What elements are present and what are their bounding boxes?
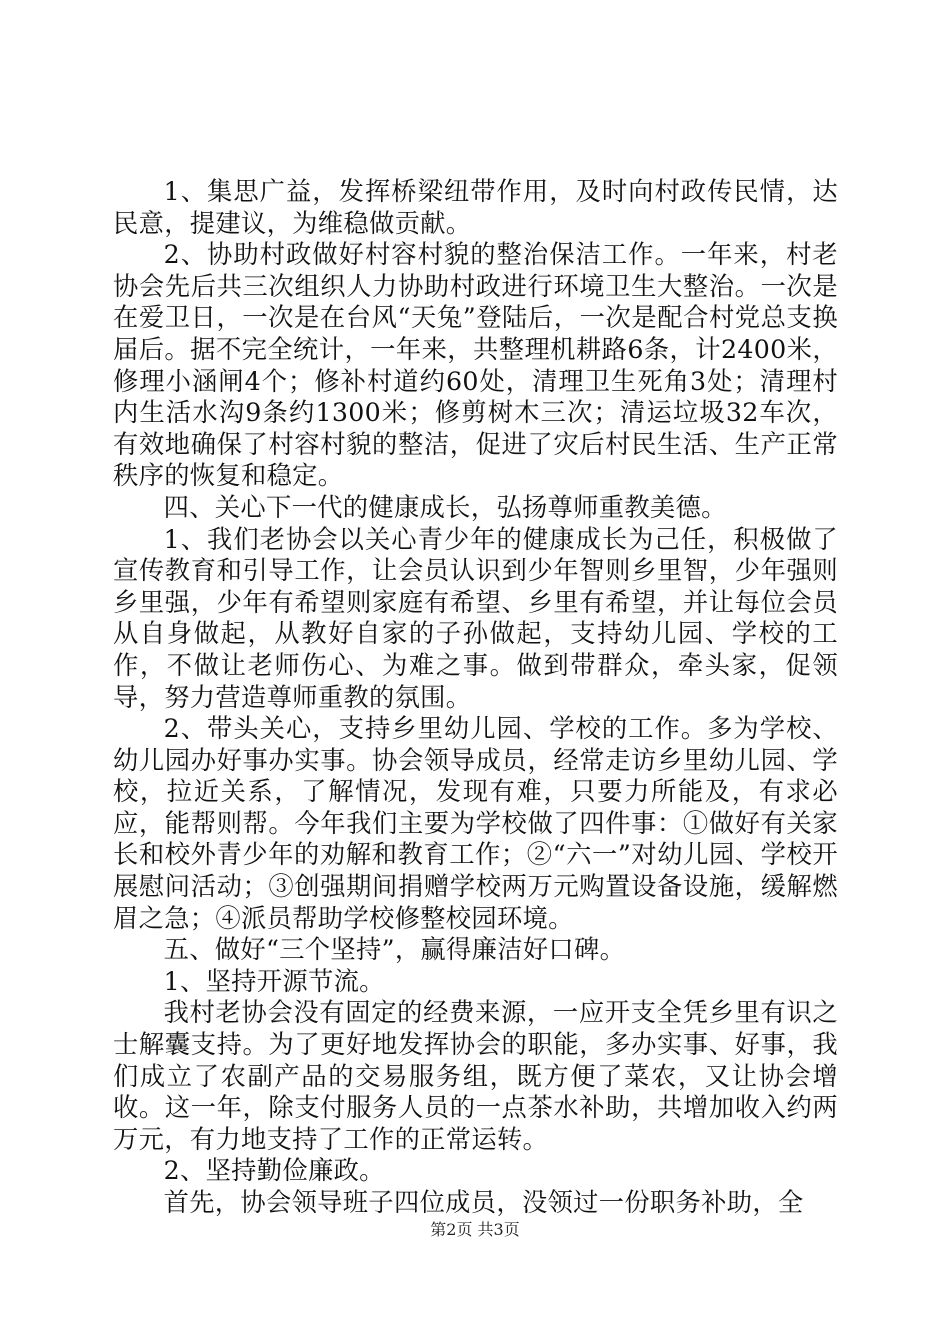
page-number-footer: 第2页 共3页 bbox=[430, 1220, 520, 1239]
document-body bbox=[113, 176, 838, 1219]
subheading-item-1: 1、坚持开源节流。 bbox=[163, 966, 385, 996]
section-heading-5: 五、做好“三个坚持”，赢得廉洁好口碑。 bbox=[163, 935, 626, 965]
paragraph-body: 首先，协会领导班子四位成员，没领过一份职务补助，全 bbox=[163, 1188, 804, 1217]
paragraph-body: 我村老协会没有固定的经费来源，一应开支全凭乡里有识之士解囊支持。为了更好地发挥协会的职能，多办实事、好事，我们成立了农副产品的交易服务组，既方便了菜农，又让协会增收。这一年，除支付服务人员的一点茶水补助，共增加收入约两万元，有力地支持了工作的正常运转。 bbox=[113, 998, 838, 1154]
section-heading-4: 四、关心下一代的健康成长，弘扬尊师重教美德。 bbox=[163, 492, 727, 522]
paragraph-item-1: 1、我们老协会以关心青少年的健康成长为己任，积极做了宣传教育和引导工作，让会员认识到少年智则乡里智，少年强则乡里强，少年有希望则家庭有希望、乡里有希望，并让每位会员从自身做起，从教好自家的子孙做起，支持幼儿园、学校的工作，不做让老师伤心、为难之事。做到带群众，牵头家，促领导，努力营造尊师重教的氛围。 bbox=[113, 524, 838, 712]
subheading-item-2: 2、坚持勤俭廉政。 bbox=[163, 1156, 385, 1186]
paragraph-item-1: 1、集思广益，发挥桥梁纽带作用，及时向村政传民情，达民意，提建议，为维稳做贡献。 bbox=[113, 177, 838, 238]
paragraph-item-2: 2、协助村政做好村容村貌的整治保洁工作。一年来，村老协会先后共三次组织人力协助村政进行环境卫生大整治。一次是在爱卫日，一次是在台风“天兔”登陆后，一次是配合村党总支换届后。据不完全统计，一年来，共整理机耕路6条，计2400米，修理小涵闸4个；修补村道约60处，清理卫生死角3处；清理村内生活水沟9条约1300米；修剪树木三次；清运垃圾32车次，有效地确保了村容村貌的整洁，促进了灾后村民生活、生产正常秩序的恢复和稳定。 bbox=[113, 240, 838, 491]
paragraph-item-2: 2、带头关心，支持乡里幼儿园、学校的工作。多为学校、幼儿园办好事办实事。协会领导成员，经常走访乡里幼儿园、学校，拉近关系，了解情况，发现有难，只要力所能及，有求必应，能帮则帮。今年我们主要为学校做了四件事：①做好有关家长和校外青少年的劝解和教育工作；②“六一”对幼儿园、学校开展慰问活动；③创强期间捐赠学校两万元购置设备设施，缓解燃眉之急；④派员帮助学校修整校园环境。 bbox=[113, 714, 838, 933]
